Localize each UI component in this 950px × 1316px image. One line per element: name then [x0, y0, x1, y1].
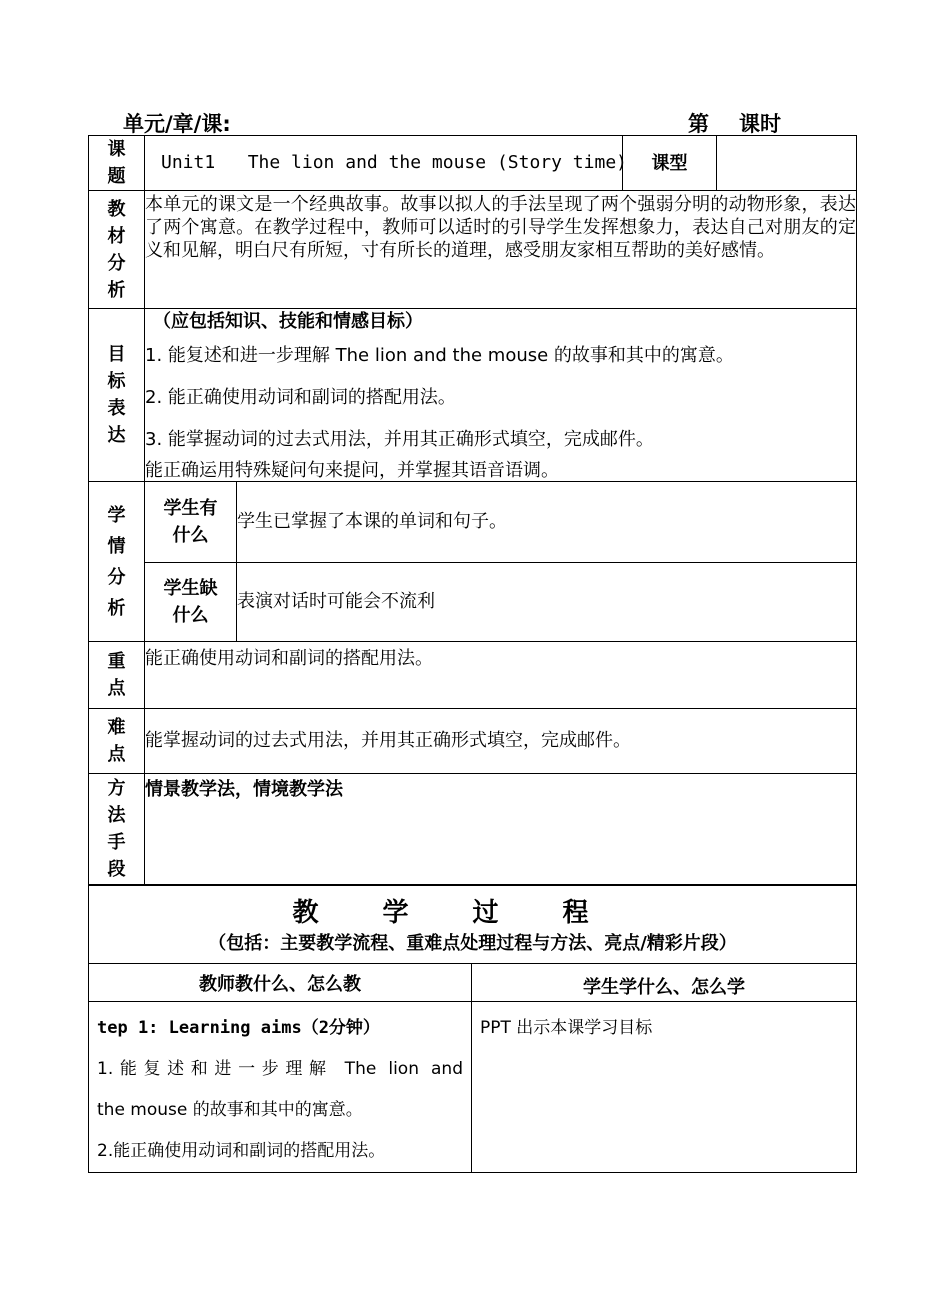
key-point-text: 能正确使用动词和副词的搭配用法。: [145, 642, 857, 709]
teacher-step: [89, 1002, 472, 1173]
step-heading: tep 1: Learning aims（2分钟）: [97, 1018, 380, 1038]
goals-label: 目标表达: [107, 344, 126, 446]
process-title: 教学过程: [292, 898, 653, 928]
type-value: [717, 136, 857, 191]
learners-lack-label: 学生缺什么: [163, 578, 218, 626]
goals-row: [89, 309, 857, 482]
key-point-label: 重点: [107, 651, 126, 699]
topic-value: Unit1 The lion and the mouse (Story time): [145, 136, 623, 191]
lesson-suffix: 课时: [739, 112, 781, 136]
student-step-text: PPT 出示本课学习目标: [480, 1018, 653, 1038]
step-line: 2.能正确使用动词和副词的搭配用法。: [97, 1141, 386, 1161]
goal-item: 2. 能正确使用动词和副词的搭配用法。: [145, 387, 456, 408]
topic-row: [89, 136, 857, 191]
goals-intro: （应包括知识、技能和情感目标）: [153, 311, 423, 332]
lesson-plan-table: [88, 135, 857, 885]
process-column-heads: [89, 964, 857, 1002]
methods-row: [89, 774, 857, 885]
material-text: 本单元的课文是一个经典故事。故事以拟人的手法呈现了两个强弱分明的动物形象，表达了两个寓意。在教学过程中，教师可以适时的引导学生发挥想象力，表达自己对朋友的定义和见解，明白尺有所短，寸有所长的道理，感受朋友家相互帮助的美好感情。: [145, 191, 857, 309]
learners-lack-row: [89, 563, 857, 642]
material-row: [89, 191, 857, 309]
learners-have-row: [89, 482, 857, 563]
difficulty-row: [89, 709, 857, 774]
process-heading-row: [89, 886, 857, 964]
methods-label: 方法手段: [107, 778, 126, 880]
learners-lack-text: 表演对话时可能会不流利: [237, 563, 857, 642]
lesson-number-label: [688, 108, 781, 138]
material-label: 教材分析: [107, 198, 126, 301]
goal-item: 3. 能掌握动词的过去式用法，并用其正确形式填空，完成邮件。: [145, 429, 654, 450]
unit-chapter-lesson-label: 单元/章/课:: [123, 112, 231, 136]
key-point-row: [89, 642, 857, 709]
difficulty-text: 能掌握动词的过去式用法，并用其正确形式填空，完成邮件。: [145, 709, 857, 774]
learners-have-label: 学生有什么: [163, 498, 218, 546]
topic-label-cell: [89, 136, 145, 191]
difficulty-label: 难点: [107, 717, 126, 765]
learners-have-text: 学生已掌握了本课的单词和句子。: [237, 482, 857, 563]
methods-text: 情景教学法，情境教学法: [145, 774, 857, 885]
step-line: the mouse 的故事和其中的寓意。: [97, 1100, 363, 1120]
goal-item: 能正确运用特殊疑问句来提问，并掌握其语音语调。: [145, 460, 559, 481]
step-row: [89, 1002, 857, 1173]
topic-label: 课题: [107, 139, 126, 187]
student-step: [472, 1002, 857, 1173]
goal-item: 1. 能复述和进一步理解 The lion and the mouse 的故事和其中的寓意。: [145, 345, 734, 366]
learners-label: 学情分析: [107, 504, 126, 619]
teacher-column-head: 教师教什么、怎么教: [89, 964, 472, 1002]
teaching-process-table: [88, 885, 857, 1173]
process-subtitle: （包括：主要教学流程、重难点处理过程与方法、亮点/精彩片段）: [208, 933, 737, 954]
lesson-prefix: 第: [688, 112, 709, 136]
student-column-head: 学生学什么、怎么学: [472, 964, 857, 1002]
type-label: 课型: [623, 136, 717, 191]
step-line: 1.能复述和进一步理解 The lion and: [97, 1059, 463, 1079]
